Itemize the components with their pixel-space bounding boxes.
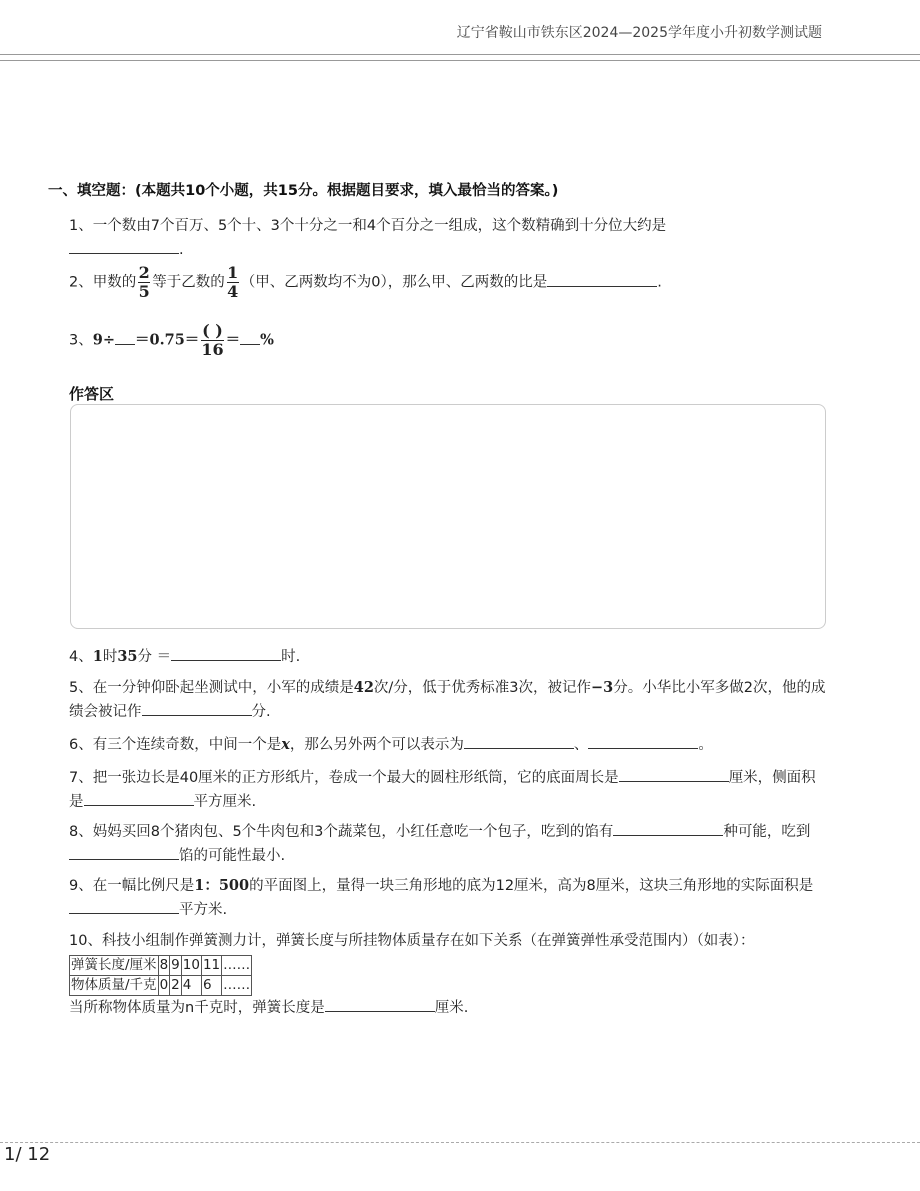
answer-blank[interactable]	[325, 997, 435, 1012]
answer-area-box[interactable]	[70, 404, 826, 629]
spring-data-table	[69, 955, 252, 996]
question-1: 1、一个数由7个百万、5个十、3个十分之一和4个百分之一组成，这个数精确到十分位大约是 .	[69, 218, 667, 258]
table-row: 弹簧长度/厘米 8 9 10 11 ……	[70, 956, 252, 976]
question-5: 5、在一分钟仰卧起坐测试中，小军的成绩是42次/分，低于优秀标准3次，被记作−3分。小华比小军多做2次，他的成绩会被记作 分.	[69, 679, 826, 720]
question-2: 2、甲数的 $\frac{2}{5}$ 等于乙数的 $\frac{1}{4}$ （甲、乙两数均不为0），那么甲、乙两数的比是 .	[69, 263, 662, 301]
question-3: 3、9÷ ＝0.75＝ $\frac{( )}{16}$ ＝ %	[69, 321, 274, 359]
question-7: 7、把一张边长是40厘米的正方形纸片，卷成一个最大的圆柱形纸筒，它的底面周长是 厘米，侧面积是 平方厘米.	[69, 766, 829, 814]
fraction: $\frac{2}{5}$	[138, 263, 150, 301]
answer-blank[interactable]	[84, 791, 194, 806]
answer-blank[interactable]	[240, 330, 260, 345]
answer-blank[interactable]	[547, 272, 657, 287]
answer-blank[interactable]	[69, 899, 179, 914]
fraction: $\frac{1}{4}$	[227, 263, 239, 301]
answer-blank[interactable]	[464, 734, 574, 749]
answer-blank[interactable]	[613, 821, 723, 836]
answer-area-label: 作答区	[69, 385, 115, 403]
answer-blank[interactable]	[69, 239, 179, 254]
answer-blank[interactable]	[588, 734, 698, 749]
page-number: 1/ 12	[4, 1144, 51, 1165]
answer-blank[interactable]	[171, 646, 281, 661]
answer-blank[interactable]	[619, 767, 729, 782]
answer-blank[interactable]	[69, 845, 179, 860]
header-divider	[0, 54, 920, 55]
answer-blank[interactable]	[115, 330, 135, 345]
question-9: 9、在一幅比例尺是1：500的平面图上，量得一块三角形地的底为12厘米，高为8厘米，这块三角形地的实际面积是平方米.	[69, 877, 814, 918]
header-divider-second	[0, 60, 920, 61]
question-6: 6、有三个连续奇数，中间一个是x，那么另外两个可以表示为 、 。	[69, 736, 713, 753]
question-8: 8、妈妈买回8个猪肉包、5个牛肉包和3个蔬菜包，小红任意吃一个包子，吃到的馅有 种可能，吃到馅的可能性最小.	[69, 820, 829, 868]
footer-divider	[0, 1142, 920, 1143]
table-row: 物体质量/千克 0 2 4 6 ……	[70, 976, 252, 996]
question-10: 10、科技小组制作弹簧测力计，弹簧长度与所挂物体质量存在如下关系（在弹簧弹性承受范围内）（如表）： 弹簧长度/厘米 8 9 10 11 …… 物体质量/千克 0 2 4 6 …… 当所称物体质量为n千克时，弹簧长度是 厘米.	[69, 933, 755, 1016]
section-title: 一、填空题：(本题共10个小题，共15分。根据题目要求，填入最恰当的答案。)	[48, 183, 559, 199]
question-4: 4、1时35分 ＝ 时.	[69, 648, 301, 665]
document-header-title: 辽宁省鞍山市铁东区2024—2025学年度小升初数学测试题	[456, 25, 822, 41]
fraction: $\frac{( )}{16}$	[201, 321, 224, 359]
answer-blank[interactable]	[142, 701, 252, 716]
